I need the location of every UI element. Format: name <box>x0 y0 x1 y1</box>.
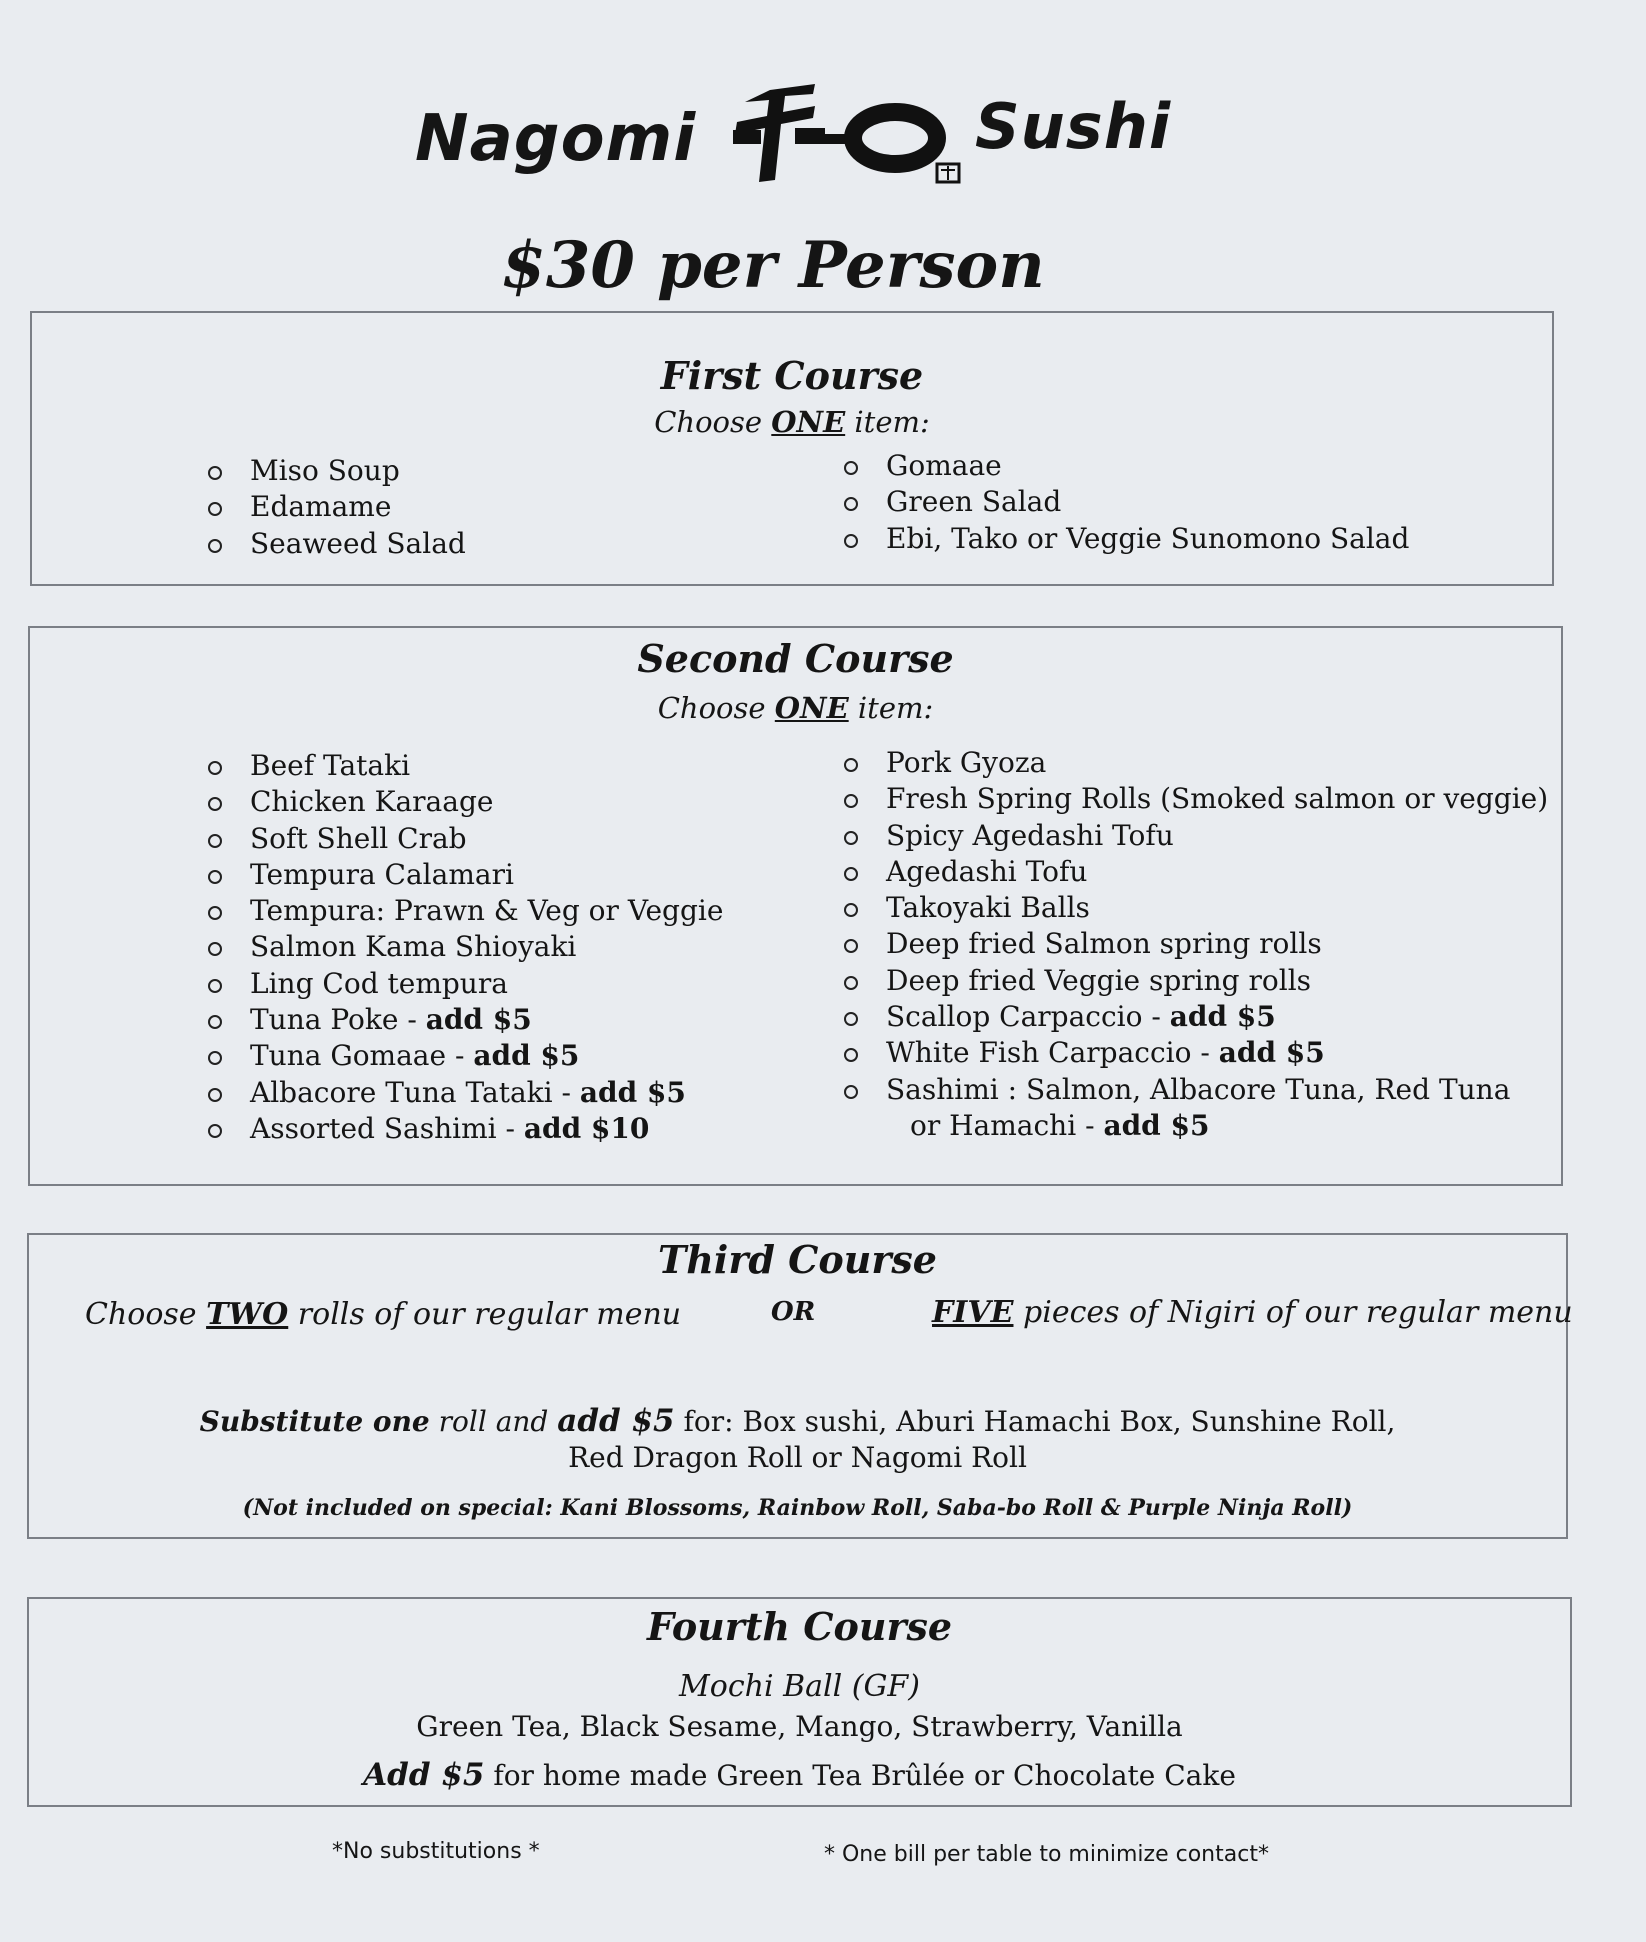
bullet-icon <box>208 761 222 775</box>
menu-item <box>208 748 723 784</box>
menu-item <box>844 926 1548 962</box>
third-course-title: Third Course <box>658 1237 937 1282</box>
fourth-course-box <box>27 1597 1572 1807</box>
bullet-icon <box>208 906 222 920</box>
second-course-box <box>28 626 1563 1186</box>
substitute-line-2: Red Dragon Roll or Nagomi Roll <box>568 1441 1027 1474</box>
menu-item <box>208 526 466 562</box>
menu-item-name: Salmon Kama Shioyaki <box>250 930 577 964</box>
exclusion-note: (Not included on special: Kani Blossoms, Rainbow Roll, Saba-bo Roll & Purple Ninja Roll) <box>242 1495 1353 1521</box>
bullet-icon <box>844 461 858 475</box>
menu-item-name: Deep fried Salmon spring rolls <box>886 927 1322 961</box>
menu-item-name: Spicy Agedashi Tofu <box>886 818 1174 852</box>
footnote-one-bill: * One bill per table to minimize contact* <box>824 1842 1269 1867</box>
bullet-icon <box>844 534 858 548</box>
menu-item <box>208 1002 723 1038</box>
menu-item-name: Agedashi Tofu <box>886 854 1088 888</box>
bullet-icon <box>844 831 858 845</box>
menu-item-name: Soft Shell Crab <box>250 821 467 855</box>
bullet-icon <box>844 1048 858 1062</box>
menu-item <box>844 890 1548 926</box>
menu-item-name: Ling Cod tempura <box>250 966 508 1000</box>
menu-item-name: Chicken Karaage <box>250 785 494 819</box>
menu-item-surcharge: add $5 <box>579 1075 686 1109</box>
menu-item <box>208 1075 723 1111</box>
bullet-icon <box>844 1085 858 1099</box>
menu-item-surcharge: add $5 <box>425 1003 532 1037</box>
first-course-box <box>30 311 1554 586</box>
bullet-icon <box>844 867 858 881</box>
substitute-line-1: Substitute one roll and add $5 for: Box sushi, Aburi Hamachi Box, Sunshine Roll, <box>199 1403 1396 1439</box>
second-course-title: Second Course <box>637 636 954 681</box>
menu-item-name: Miso Soup <box>250 454 400 487</box>
bullet-icon <box>208 1015 222 1029</box>
menu-item <box>844 1108 1548 1144</box>
menu-item <box>208 929 723 965</box>
menu-item-surcharge: add $10 <box>523 1111 650 1145</box>
fourth-course-title: Fourth Course <box>646 1604 953 1649</box>
menu-item-name: Sashimi : Salmon, Albacore Tuna, Red Tuna <box>886 1072 1511 1106</box>
or-divider: OR <box>771 1297 816 1327</box>
menu-item <box>844 745 1548 781</box>
second-course-left-list <box>208 748 723 1147</box>
second-course-instruction: Choose ONE item: <box>657 691 934 725</box>
menu-item <box>844 448 1409 484</box>
menu-item-name: Green Salad <box>886 485 1062 519</box>
dessert-upgrade: Add $5 for home made Green Tea Brûlée or Chocolate Cake <box>363 1757 1236 1793</box>
menu-item-name: Scallop Carpaccio - <box>886 1000 1170 1034</box>
menu-item <box>844 963 1548 999</box>
menu-item <box>208 966 723 1002</box>
bullet-icon <box>844 758 858 772</box>
menu-item <box>844 521 1409 557</box>
bullet-icon <box>208 979 222 993</box>
menu-item-surcharge: add $5 <box>1218 1036 1325 1070</box>
menu-item <box>208 489 466 525</box>
menu-item-name: Tempura: Prawn & Veg or Veggie <box>250 894 724 928</box>
dessert-item: Mochi Ball (GF) <box>679 1669 920 1704</box>
menu-item-name: Albacore Tuna Tataki - <box>250 1075 580 1109</box>
menu-item <box>208 893 723 929</box>
bullet-icon <box>208 942 222 956</box>
menu-item <box>208 821 723 857</box>
menu-item-name: Beef Tataki <box>250 749 411 782</box>
menu-item-name: Seaweed Salad <box>250 526 466 560</box>
bullet-icon <box>208 1088 222 1102</box>
menu-item <box>208 784 723 820</box>
menu-item-name: Tuna Gomaae - <box>250 1039 474 1073</box>
bullet-icon <box>208 870 222 884</box>
footnote-no-substitutions: *No substitutions * <box>332 1839 540 1864</box>
bullet-icon <box>844 794 858 808</box>
menu-item-name: Edamame <box>250 490 392 524</box>
bullet-icon <box>208 466 222 480</box>
bullet-icon <box>208 797 222 811</box>
menu-item-name: Tuna Poke - <box>250 1003 426 1037</box>
menu-item-name: Assorted Sashimi - <box>250 1111 524 1145</box>
menu-item-surcharge: add $5 <box>473 1039 580 1073</box>
menu-item-name: Fresh Spring Rolls (Smoked salmon or veggie) <box>886 782 1549 816</box>
menu-item <box>844 1072 1548 1108</box>
menu-item-name: White Fish Carpaccio - <box>886 1036 1219 1070</box>
bullet-icon <box>208 502 222 516</box>
bullet-icon <box>208 1124 222 1138</box>
restaurant-logo <box>415 72 1195 202</box>
menu-item-name: Tempura Calamari <box>250 857 514 891</box>
menu-item-name: Takoyaki Balls <box>886 891 1090 925</box>
menu-item <box>208 857 723 893</box>
menu-item-name: Deep fried Veggie spring rolls <box>886 963 1312 997</box>
menu-item-name: or Hamachi - <box>910 1108 1104 1142</box>
menu-item <box>844 484 1409 520</box>
menu-item <box>844 1035 1548 1071</box>
menu-item <box>844 781 1548 817</box>
bullet-icon <box>844 939 858 953</box>
menu-item <box>844 854 1548 890</box>
first-course-right-list <box>844 448 1409 557</box>
bullet-icon <box>208 539 222 553</box>
menu-item <box>844 818 1548 854</box>
menu-item-name: Pork Gyoza <box>886 746 1047 779</box>
bullet-icon <box>844 903 858 917</box>
bullet-icon <box>208 834 222 848</box>
bullet-icon <box>844 1012 858 1026</box>
menu-item <box>208 1111 723 1147</box>
bullet-icon <box>844 497 858 511</box>
menu-item-surcharge: add $5 <box>1169 1000 1276 1034</box>
first-course-instruction: Choose ONE item: <box>654 405 930 439</box>
logo-text-right: Sushi <box>975 90 1172 163</box>
logo-text-left: Nagomi <box>415 102 697 176</box>
price-heading: $30 per Person <box>501 228 1045 303</box>
menu-item-surcharge: add $5 <box>1103 1108 1210 1142</box>
bullet-icon <box>844 976 858 990</box>
third-course-box <box>27 1233 1573 1539</box>
dessert-flavors: Green Tea, Black Sesame, Mango, Strawberry, Vanilla <box>416 1710 1183 1743</box>
menu-item-name: Ebi, Tako or Veggie Sunomono Salad <box>886 521 1410 555</box>
bullet-icon <box>208 1051 222 1065</box>
menu-item-name: Gomaae <box>886 449 1002 482</box>
logo-mark-icon <box>715 72 965 192</box>
first-course-left-list <box>208 453 466 562</box>
menu-item <box>208 453 466 489</box>
menu-item <box>844 999 1548 1035</box>
first-course-title: First Course <box>660 353 924 398</box>
second-course-right-list <box>844 745 1548 1144</box>
third-course-nigiri-option: FIVE pieces of Nigiri of our regular menu <box>932 1295 1573 1330</box>
third-course-rolls-option: Choose TWO rolls of our regular menu <box>85 1297 682 1332</box>
menu-item <box>208 1038 723 1074</box>
